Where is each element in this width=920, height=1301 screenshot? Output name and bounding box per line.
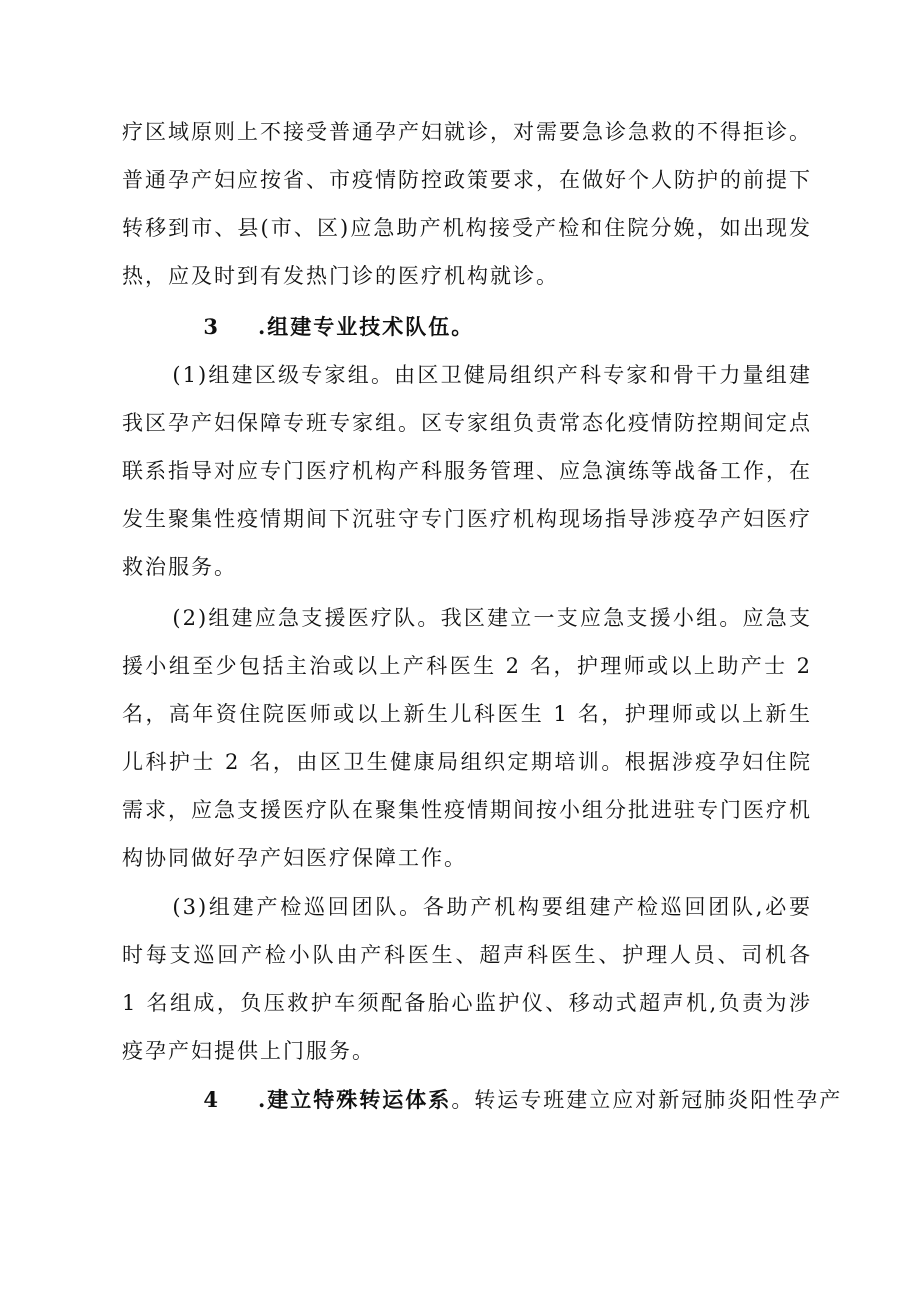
section-title-3: .组建专业技术队伍。	[258, 314, 475, 339]
section-number-3: 3	[203, 314, 220, 339]
section-heading-4	[122, 1076, 843, 1124]
section-text-4: 。转运专班建立应对新冠肺炎阳性孕产	[451, 1088, 843, 1112]
paragraph-prenatal-team: (3)组建产检巡回团队。各助产机构要组建产检巡回团队,必要时每支巡回产检小队由产科医生、超声科医生、护理人员、司机各 1 名组成，负压救护车须配备胎心监护仪、移动式超声机,负责为涉疫孕产妇提供上门服务。	[122, 895, 821, 1063]
paragraph-emergency-team: (2)组建应急支援医疗队。我区建立一支应急支援小组。应急支援小组至少包括主治或以上产科医生 2 名，护理师或以上助产士 2 名，高年资住院医师或以上新生儿科医生 1 名，护理师或以上新生儿科护士 2 名，由区卫生健康局组织定期培训。根据涉疫孕妇住院需求，应急支援医疗队在聚集性疫情期间按小组分批进驻专门医疗机构协同做好孕产妇医疗保障工作。	[122, 606, 821, 870]
section-number-4: 4	[203, 1087, 220, 1112]
paragraph-expert-group: (1)组建区级专家组。由区卫健局组织产科专家和骨干力量组建我区孕产妇保障专班专家组。区专家组负责常态化疫情防控期间定点联系指导对应专门医疗机构产科服务管理、应急演练等战备工作，在发生聚集性疫情期间下沉驻守专门医疗机构现场指导涉疫孕产妇医疗救治服务。	[122, 363, 812, 579]
section-heading-3	[122, 303, 822, 351]
section-title-4: .建立特殊转运体系	[258, 1087, 452, 1112]
paragraph-intake-policy: 疗区域原则上不接受普通孕产妇就诊，对需要急诊急救的不得拒诊。普通孕产妇应按省、市疫情防控政策要求，在做好个人防护的前提下转移到市、县(市、区)应急助产机构接受产检和住院分娩，如出现发热，应及时到有发热门诊的医疗机构就诊。	[122, 120, 812, 288]
